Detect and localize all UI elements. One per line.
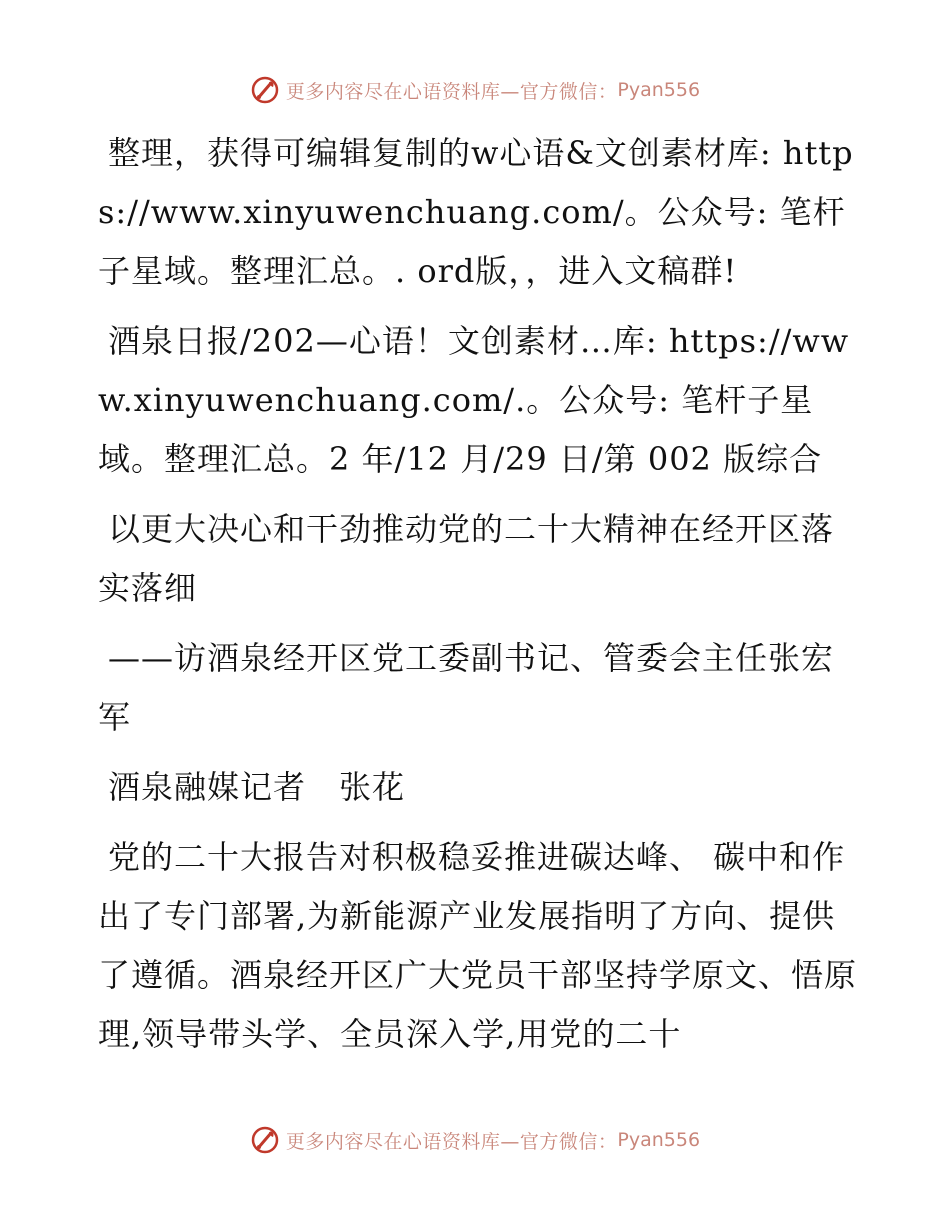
article-title: 以更大决心和干劲推动党的二十大精神在经开区落实落细 [98, 510, 835, 607]
source-paragraph: 酒泉日报/202—心语！文创素材…库: https://www.xinyuwenchuang.com/.。公众号: 笔杆子星域。整理汇总。2 年/12 月/29 日/第 002 版综合 [98, 322, 850, 478]
intro-paragraph: 整理，获得可编辑复制的w心语&文创素材库: https://www.xinyuwenchuang.com/。公众号: 笔杆子星域。整理汇总。. ord版，，进入文稿群! [98, 134, 854, 290]
footer-banner-text: 更多内容尽在心语资料库—官方微信： [285, 1130, 618, 1153]
quill-pen-icon [250, 1125, 280, 1155]
header-banner [0, 70, 950, 110]
article-subtitle: ——访酒泉经开区党工委副书记、管委会主任张宏军 [98, 639, 835, 736]
header-banner-text: 更多内容尽在心语资料库—官方微信： [285, 80, 618, 103]
author-byline: 酒泉融媒记者 张花 [108, 768, 406, 806]
header-wechat-id: Pyan556 [617, 79, 701, 101]
article-body [98, 124, 858, 1075]
quill-pen-icon [250, 75, 280, 105]
footer-banner [0, 1120, 950, 1160]
body-paragraph: 党的二十大报告对积极稳妥推进碳达峰、 碳中和作出了专门部署,为新能源产业发展指明了方向、提供了遵循。酒泉经开区广大党员干部坚持学原文、悟原理,领导带头学、全员深入学,用党的二十 [98, 838, 858, 1053]
footer-wechat-id: Pyan556 [617, 1129, 701, 1151]
